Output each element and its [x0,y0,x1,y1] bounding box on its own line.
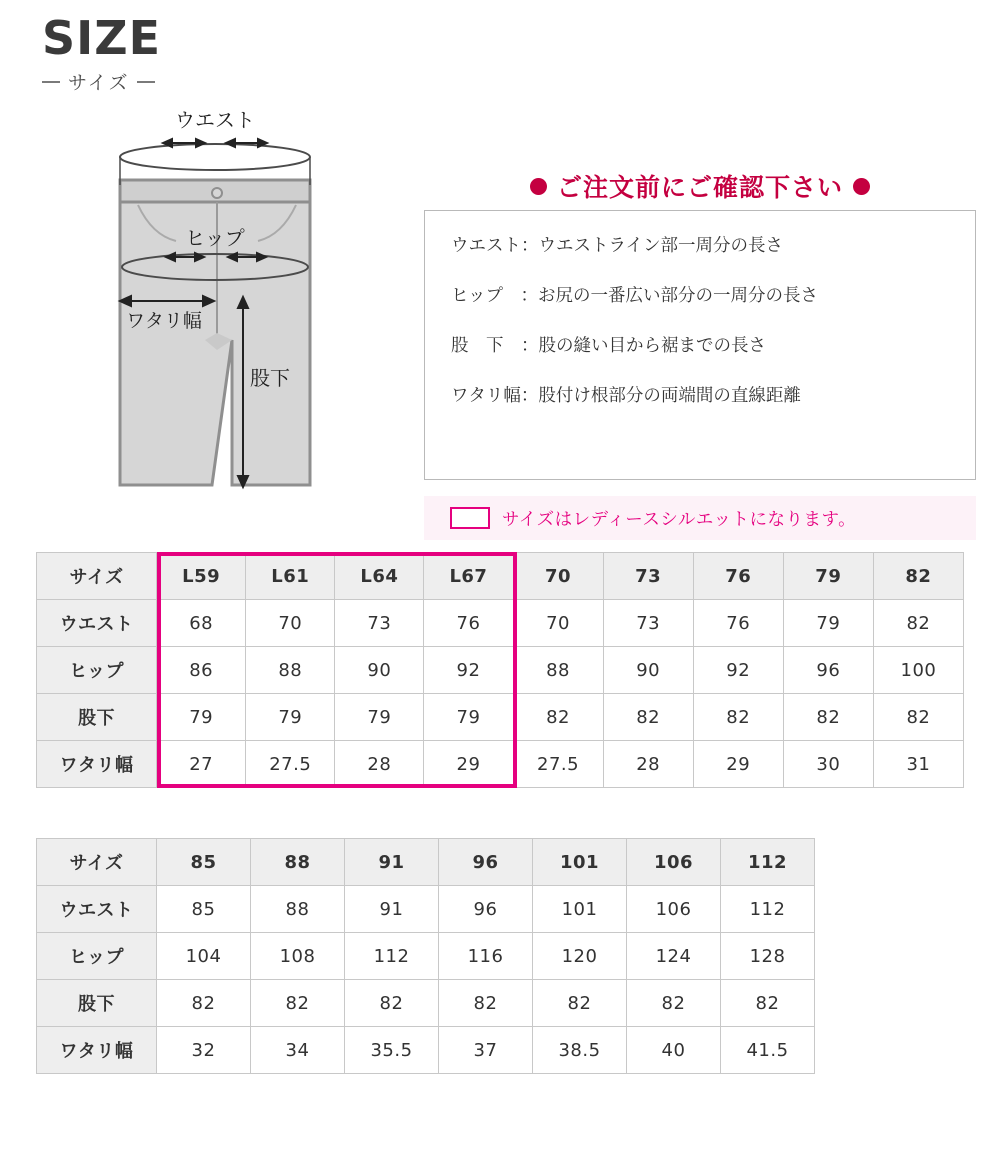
data-cell: 104 [157,933,251,980]
table-row [37,600,964,647]
data-cell: 28 [335,741,424,788]
size-header-cell: 79 [783,553,873,600]
row-label: ワタリ幅 [37,741,157,788]
data-cell: 79 [424,694,513,741]
page-header [42,11,162,95]
data-cell: 70 [246,600,335,647]
row-label: サイズ [37,553,157,600]
data-cell: 106 [627,886,721,933]
data-cell: 82 [157,980,251,1027]
size-header-cell: 101 [533,839,627,886]
pants-measurement-diagram [60,105,420,505]
pink-box-icon [450,507,490,529]
notice-line [451,335,949,358]
table-row [37,647,964,694]
data-cell: 29 [424,741,513,788]
data-cell: 82 [873,694,963,741]
data-cell: 34 [251,1027,345,1074]
size-table-secondary [36,838,815,1074]
data-cell: 37 [439,1027,533,1074]
data-cell: 82 [251,980,345,1027]
data-cell: 35.5 [345,1027,439,1074]
bullet-left-icon [530,178,547,195]
size-header-cell: 85 [157,839,251,886]
row-label: ウエスト [37,886,157,933]
data-cell: 112 [345,933,439,980]
diagram-label-watari: ワタリ幅 [126,310,202,332]
page-title: SIZE [42,11,162,65]
diagram-label-inseam: 股下 [250,366,290,390]
data-cell: 92 [424,647,513,694]
table-row [37,886,815,933]
data-cell: 90 [603,647,693,694]
row-label: サイズ [37,839,157,886]
data-cell: 73 [603,600,693,647]
notice-line-text: 股付け根部分の両端間の直線距離 [538,386,801,406]
data-cell: 30 [783,741,873,788]
diagram-label-hip: ヒップ [185,226,245,250]
bullet-right-icon [853,178,870,195]
data-cell: 82 [513,694,603,741]
data-cell: 88 [251,886,345,933]
data-cell: 79 [157,694,246,741]
notice-line [451,235,949,258]
notice-line-key: ワタリ幅： [451,386,539,406]
data-cell: 82 [693,694,783,741]
silhouette-note [424,496,976,540]
row-label: ヒップ [37,647,157,694]
data-cell: 68 [157,600,246,647]
row-label: ワタリ幅 [37,1027,157,1074]
size-table-primary [36,552,964,788]
size-header-cell: 76 [693,553,783,600]
notice-line-text: ウエストライン部一周分の長さ [538,236,783,256]
dash-left-icon [42,81,60,83]
data-cell: 40 [627,1027,721,1074]
data-cell: 73 [335,600,424,647]
data-cell: 82 [439,980,533,1027]
table-row [37,694,964,741]
notice-line-key: 股 下 ： [451,336,539,356]
diagram-label-waist: ウエスト [175,108,255,132]
data-cell: 128 [721,933,815,980]
data-cell: 27 [157,741,246,788]
notice-box [424,210,976,480]
notice-title [420,168,980,204]
data-cell: 70 [513,600,603,647]
data-cell: 38.5 [533,1027,627,1074]
size-header-cell: L64 [335,553,424,600]
table-row [37,839,815,886]
data-cell: 27.5 [246,741,335,788]
data-cell: 76 [693,600,783,647]
notice-line-key: ヒップ ： [451,286,538,306]
size-header-cell: L67 [424,553,513,600]
data-cell: 27.5 [513,741,603,788]
table-row [37,553,964,600]
table-row [37,980,815,1027]
data-cell: 29 [693,741,783,788]
page-subtitle [42,68,161,95]
data-cell: 82 [721,980,815,1027]
row-label: 股下 [37,980,157,1027]
data-cell: 116 [439,933,533,980]
size-header-cell: 91 [345,839,439,886]
notice-line-key: ウエスト： [451,236,539,256]
size-header-cell: 88 [251,839,345,886]
data-cell: 82 [533,980,627,1027]
size-header-cell: 112 [721,839,815,886]
data-cell: 108 [251,933,345,980]
data-cell: 88 [246,647,335,694]
row-label: ヒップ [37,933,157,980]
data-cell: 101 [533,886,627,933]
notice-line-text: 股の縫い目から裾までの長さ [538,336,766,356]
table-row [37,933,815,980]
data-cell: 112 [721,886,815,933]
size-header-cell: L59 [157,553,246,600]
notice-title-text: ご注文前にご確認下さい [556,173,843,202]
data-cell: 96 [783,647,873,694]
data-cell: 82 [783,694,873,741]
data-cell: 124 [627,933,721,980]
data-cell: 82 [603,694,693,741]
data-cell: 79 [783,600,873,647]
data-cell: 100 [873,647,963,694]
data-cell: 92 [693,647,783,694]
table-row [37,1027,815,1074]
notice-line [451,285,949,308]
table-row [37,741,964,788]
dash-right-icon [137,81,155,83]
data-cell: 86 [157,647,246,694]
data-cell: 96 [439,886,533,933]
size-header-cell: 96 [439,839,533,886]
data-cell: 31 [873,741,963,788]
data-cell: 82 [873,600,963,647]
size-header-cell: 82 [873,553,963,600]
notice-line [451,385,949,408]
data-cell: 90 [335,647,424,694]
size-header-cell: 106 [627,839,721,886]
size-header-cell: 73 [603,553,693,600]
data-cell: 79 [246,694,335,741]
data-cell: 88 [513,647,603,694]
size-header-cell: 70 [513,553,603,600]
row-label: ウエスト [37,600,157,647]
data-cell: 41.5 [721,1027,815,1074]
notice-line-text: お尻の一番広い部分の一周分の長さ [537,286,818,306]
data-cell: 79 [335,694,424,741]
data-cell: 85 [157,886,251,933]
data-cell: 82 [627,980,721,1027]
row-label: 股下 [37,694,157,741]
silhouette-note-text: サイズはレディースシルエットになります。 [502,509,857,530]
data-cell: 32 [157,1027,251,1074]
data-cell: 76 [424,600,513,647]
data-cell: 28 [603,741,693,788]
page-subtitle-text: サイズ [68,72,130,94]
data-cell: 120 [533,933,627,980]
size-header-cell: L61 [246,553,335,600]
data-cell: 91 [345,886,439,933]
pants-diagram-svg [60,105,420,505]
data-cell: 82 [345,980,439,1027]
